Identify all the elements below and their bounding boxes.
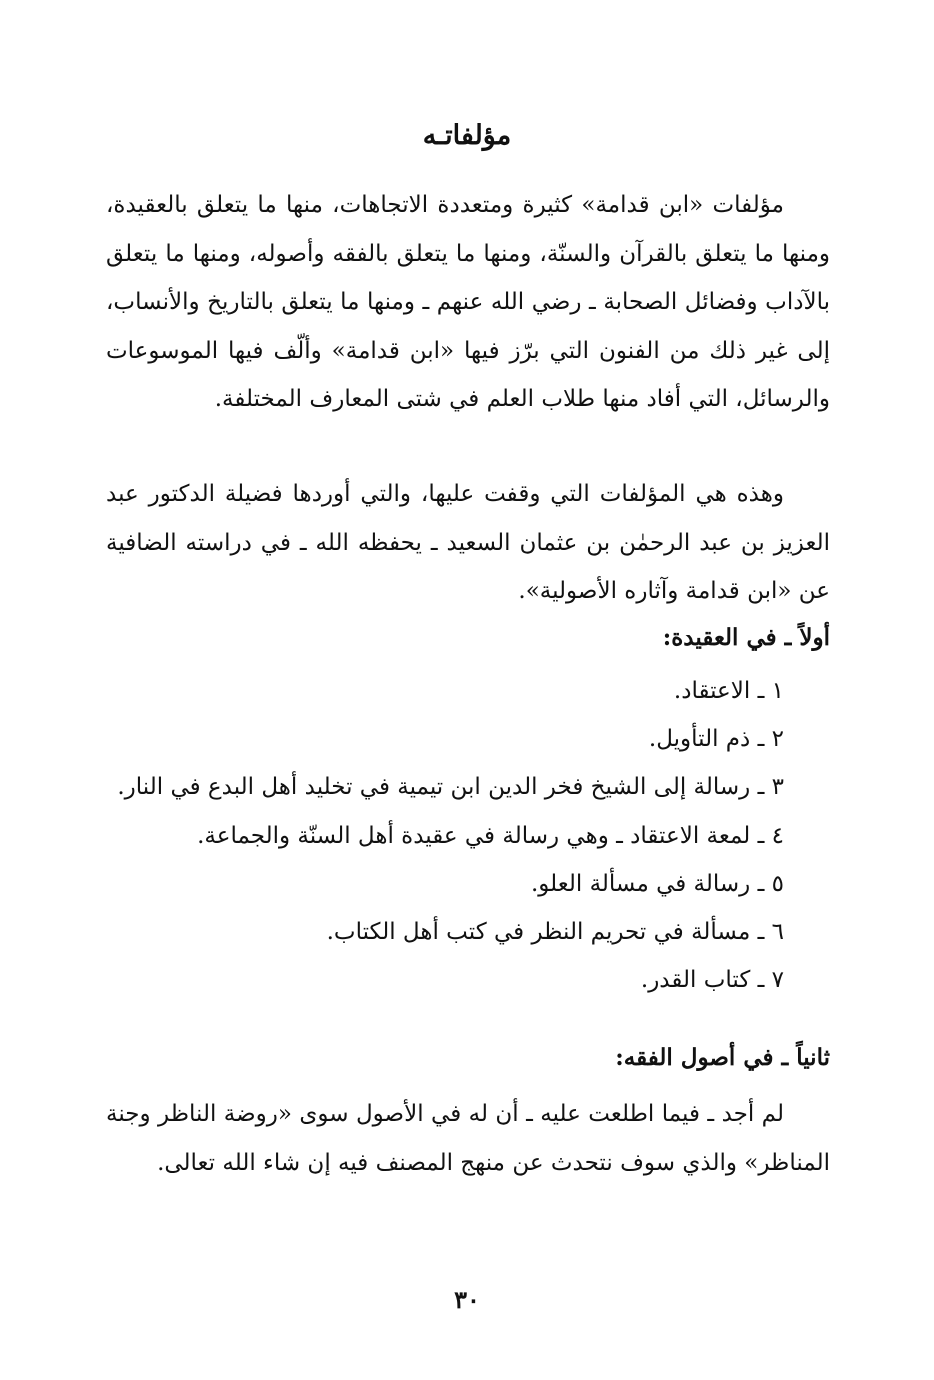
usul-paragraph: لم أجد ـ فيما اطلعت عليه ـ أن له في الأصول سوى «روضة الناظر وجنة المناظر» والذي سوف نتحدث عن منهج المصنف فيه إن شاء الله تعالى. — [106, 1101, 830, 1176]
list-item: ١ ـ الاعتقاد. — [673, 678, 784, 704]
list-item: ٢ ـ ذم التأويل. — [648, 726, 784, 753]
page-number: ٣٠ — [454, 1285, 480, 1314]
list-item: ٤ ـ لمعة الاعتقاد ـ وهي رسالة في عقيدة أهل السنّة والجماعة. — [197, 822, 784, 849]
list-item: ٦ ـ مسألة في تحريم النظر في كتب أهل الكتاب. — [326, 919, 784, 946]
page-title: مؤلفاتـه — [422, 120, 512, 151]
list-item: ٣ ـ رسالة إلى الشيخ فخر الدين ابن تيمية في تخليد أهل البدع في النار. — [117, 774, 784, 801]
section-heading-usul: ثانياً ـ في أصول الفقه: — [615, 1044, 830, 1071]
intro-paragraph: مؤلفات «ابن قدامة» كثيرة ومتعددة الاتجاهات، منها ما يتعلق بالعقيدة، ومنها ما يتعلق بالقرآن والسنّة، ومنها ما يتعلق بالفقه وأصوله، ومنها ما يتعلق بالآداب وفضائل الصحابة ـ رضي الله عنهم ـ ومنها ما يتعلق بالتاريخ والأنساب، إلى غير ذلك من الفنون التي برّز فيها «ابن قدامة» وألّف فيها الموسوعات والرسائل، التي أفاد منها طلاب العلم في شتى المعارف المختلفة. — [106, 192, 830, 412]
section-heading-aqidah: أولاً ـ في العقيدة: — [662, 624, 830, 651]
list-item: ٥ ـ رسالة في مسألة العلو. — [530, 870, 784, 897]
list-item: ٧ ـ كتاب القدر. — [640, 967, 784, 994]
source-paragraph: وهذه هي المؤلفات التي وقفت عليها، والتي أوردها فضيلة الدكتور عبد العزيز بن عبد الرحمٰن بن عثمان السعيد ـ يحفظه الله ـ في دراسته الضافية عن «ابن قدامة وآثاره الأصولية». — [106, 481, 830, 604]
aqidah-works-list — [106, 667, 830, 1004]
